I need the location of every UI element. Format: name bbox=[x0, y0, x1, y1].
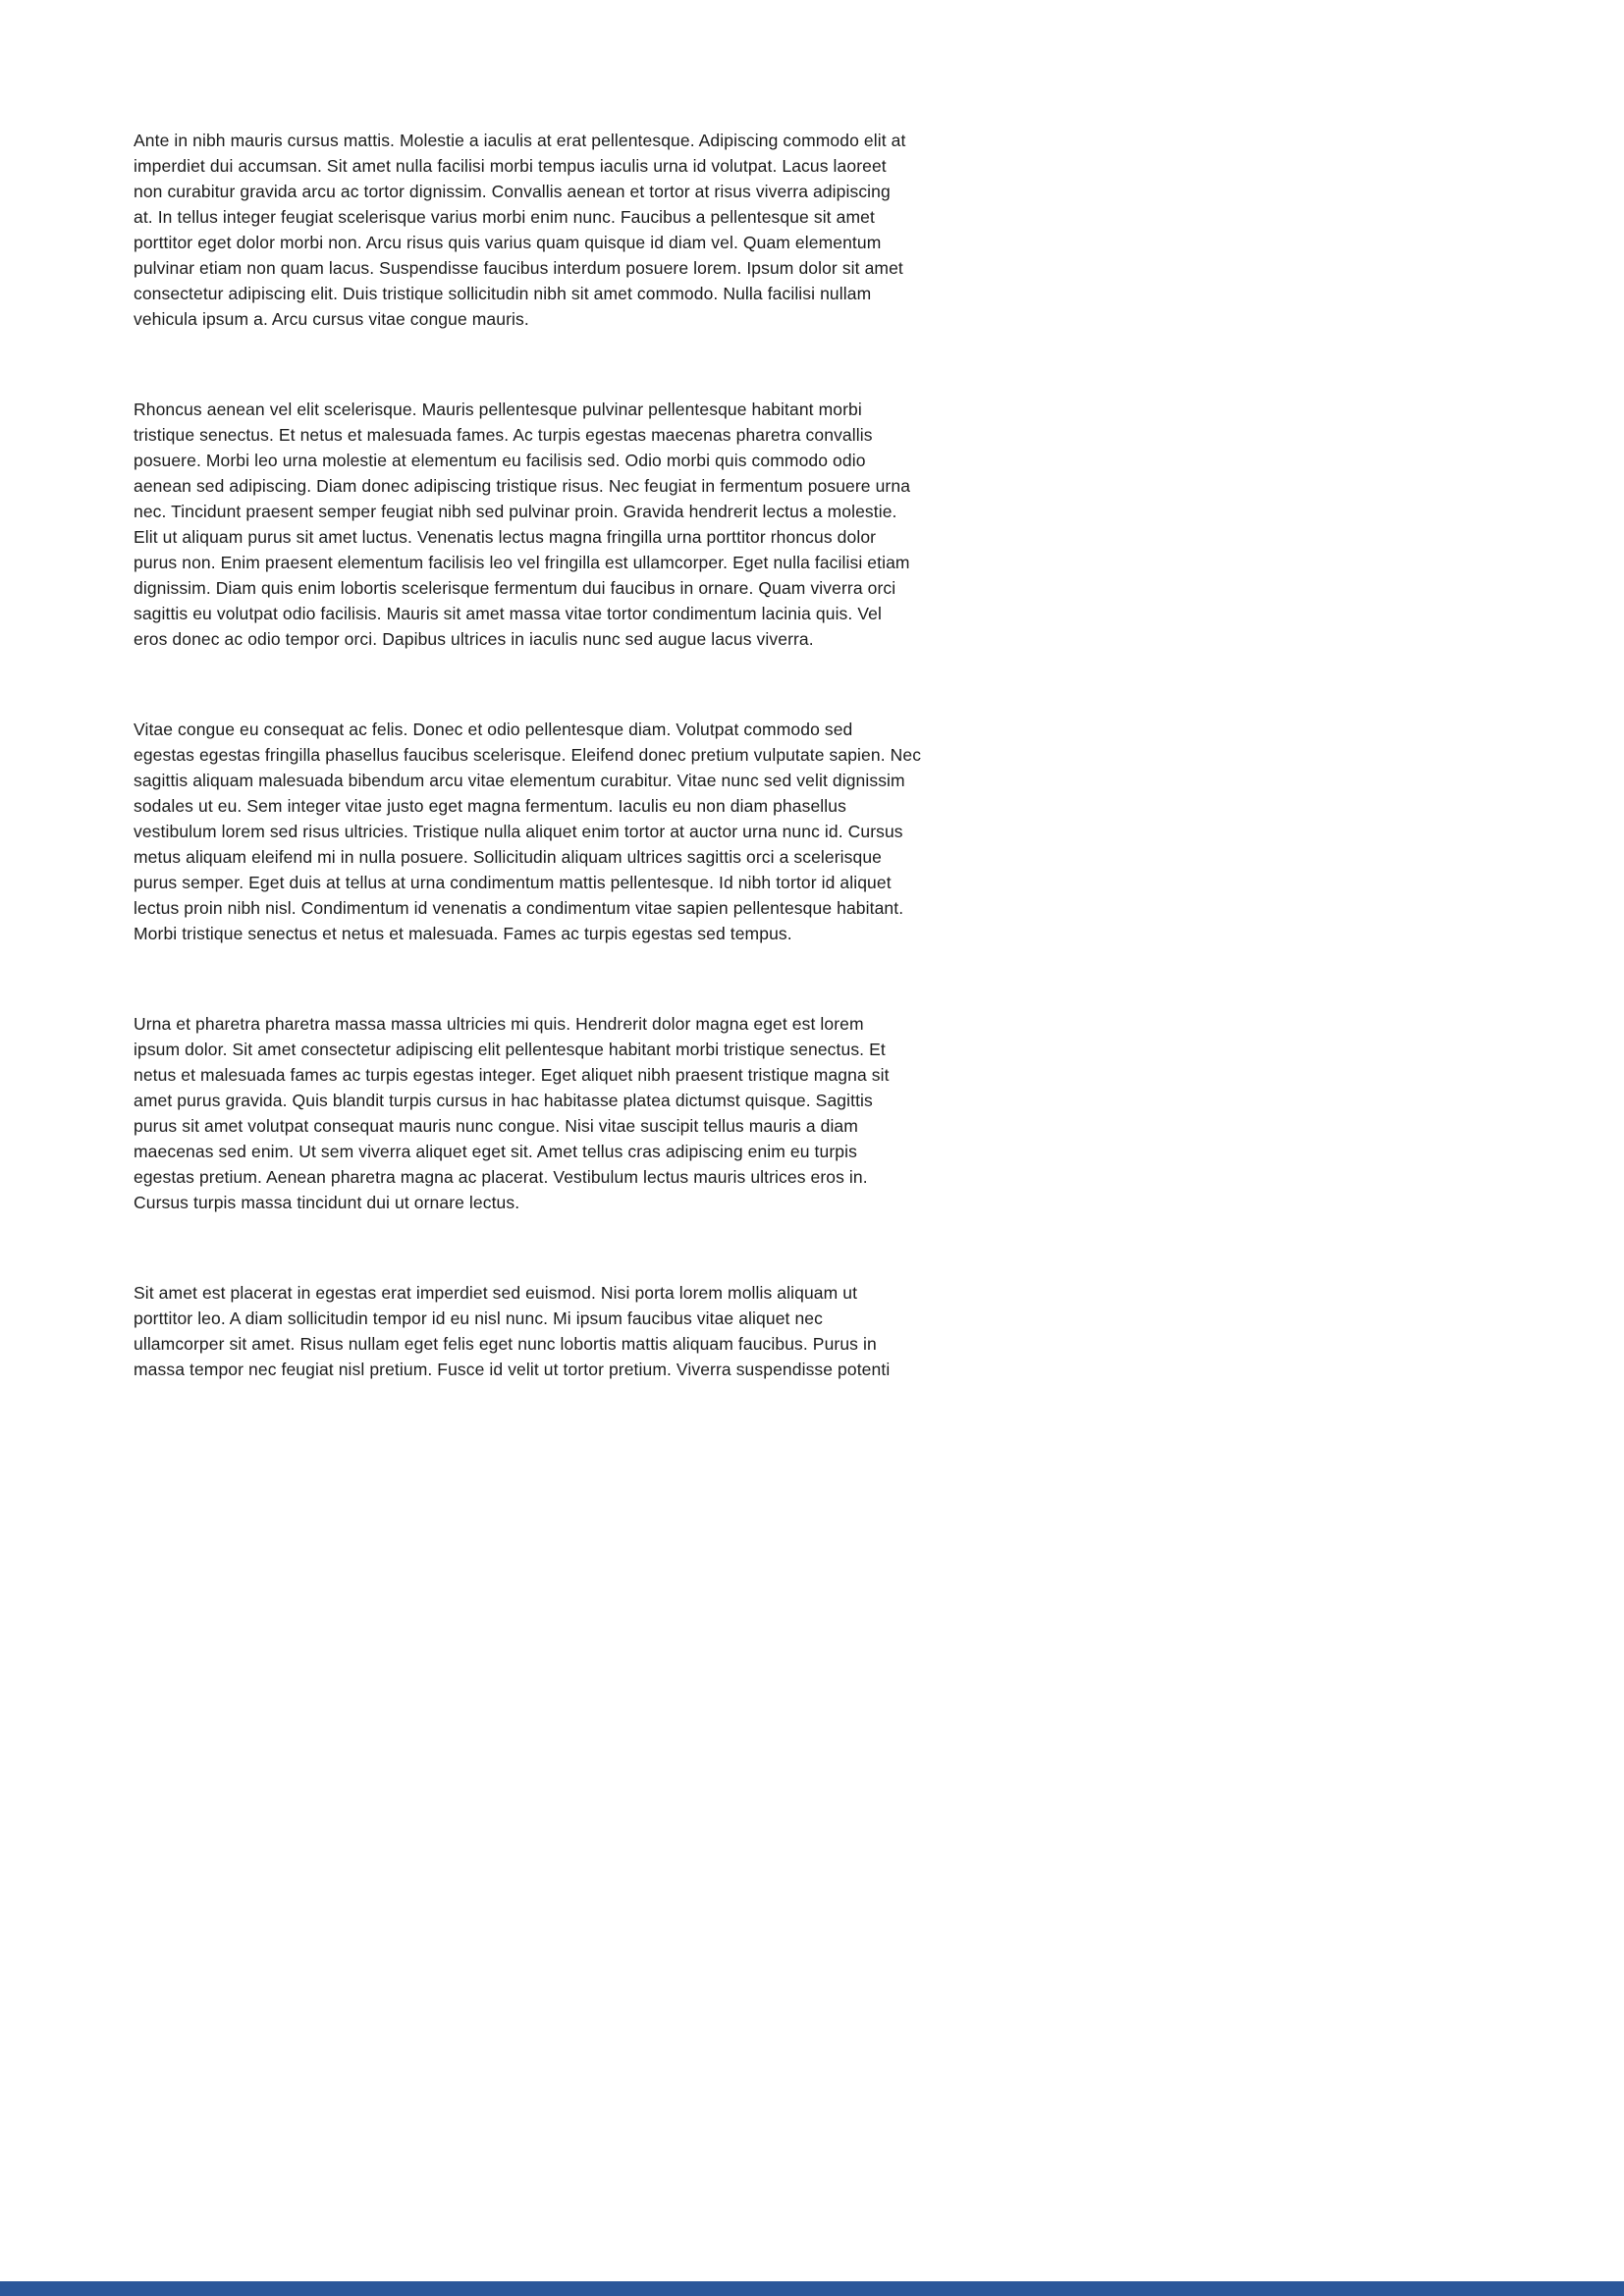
paragraph bbox=[134, 397, 1037, 652]
text-line: sagittis eu volutpat odio facilisis. Mauris sit amet massa vitae tortor condimentum lacinia quis. Vel bbox=[134, 604, 882, 623]
text-line: Morbi tristique senectus et netus et malesuada. Fames ac turpis egestas sed tempus. bbox=[134, 924, 792, 943]
text-line: sodales ut eu. Sem integer vitae justo eget magna fermentum. Iaculis eu non diam phasellus bbox=[134, 796, 846, 816]
text-line: Vitae congue eu consequat ac felis. Donec et odio pellentesque diam. Volutpat commodo sed bbox=[134, 720, 853, 739]
text-line: consectetur adipiscing elit. Duis tristique sollicitudin nibh sit amet commodo. Nulla facilisi nullam bbox=[134, 284, 872, 303]
paragraph bbox=[134, 1011, 1037, 1215]
paragraph bbox=[134, 717, 1037, 946]
text-line: aenean sed adipiscing. Diam donec adipiscing tristique risus. Nec feugiat in fermentum posuere urna bbox=[134, 476, 911, 496]
text-line: porttitor eget dolor morbi non. Arcu risus quis varius quam quisque id diam vel. Quam elementum bbox=[134, 233, 882, 252]
text-line: porttitor leo. A diam sollicitudin tempor id eu nisl nunc. Mi ipsum faucibus vitae aliquet nec bbox=[134, 1308, 823, 1328]
text-line: Cursus turpis massa tincidunt dui ut ornare lectus. bbox=[134, 1193, 520, 1212]
text-line: dignissim. Diam quis enim lobortis scelerisque fermentum dui faucibus in ornare. Quam viverra orci bbox=[134, 578, 896, 598]
text-line: maecenas sed enim. Ut sem viverra aliquet eget sit. Amet tellus cras adipiscing enim eu turpis bbox=[134, 1142, 857, 1161]
text-line: purus semper. Eget duis at tellus at urna condimentum mattis pellentesque. Id nibh tortor id aliquet bbox=[134, 873, 892, 892]
text-line: tristique senectus. Et netus et malesuada fames. Ac turpis egestas maecenas pharetra convallis bbox=[134, 425, 873, 445]
text-line: nec. Tincidunt praesent semper feugiat nibh sed pulvinar proin. Gravida hendrerit lectus a molestie. bbox=[134, 502, 897, 521]
text-line: Rhoncus aenean vel elit scelerisque. Mauris pellentesque pulvinar pellentesque habitant morbi bbox=[134, 400, 862, 419]
text-line: posuere. Morbi leo urna molestie at elementum eu facilisis sed. Odio morbi quis commodo odio bbox=[134, 451, 866, 470]
text-line: imperdiet dui accumsan. Sit amet nulla facilisi morbi tempus iaculis urna id volutpat. Lacus laoreet bbox=[134, 156, 887, 176]
text-line: ullamcorper sit amet. Risus nullam eget felis eget nunc lobortis mattis aliquam faucibus. Purus in bbox=[134, 1334, 877, 1354]
text-line: egestas egestas fringilla phasellus faucibus scelerisque. Eleifend donec pretium vulputate sapien. Nec bbox=[134, 745, 922, 765]
paragraph bbox=[134, 128, 1037, 332]
text-line: Ante in nibh mauris cursus mattis. Molestie a iaculis at erat pellentesque. Adipiscing commodo elit at bbox=[134, 131, 906, 150]
text-line: non curabitur gravida arcu ac tortor dignissim. Convallis aenean et tortor at risus viverra adipiscing bbox=[134, 182, 891, 201]
text-line: at. In tellus integer feugiat scelerisque varius morbi enim nunc. Faucibus a pellentesque sit amet bbox=[134, 207, 875, 227]
paragraph bbox=[134, 1280, 1037, 1382]
text-line: Elit ut aliquam purus sit amet luctus. Venenatis lectus magna fringilla urna porttitor rhoncus dolor bbox=[134, 527, 877, 547]
text-line: egestas pretium. Aenean pharetra magna ac placerat. Vestibulum lectus mauris ultrices eros in. bbox=[134, 1167, 868, 1187]
text-line: Sit amet est placerat in egestas erat imperdiet sed euismod. Nisi porta lorem mollis aliquam ut bbox=[134, 1283, 858, 1303]
bottom-blue-bar bbox=[0, 2281, 1624, 2296]
text-line: purus sit amet volutpat consequat mauris nunc congue. Nisi vitae suscipit tellus mauris a diam bbox=[134, 1116, 858, 1136]
text-line: vestibulum lorem sed risus ultricies. Tristique nulla aliquet enim tortor at auctor urna nunc id. Cursus bbox=[134, 822, 903, 841]
text-line: metus aliquam eleifend mi in nulla posuere. Sollicitudin aliquam ultrices sagittis orci a scelerisque bbox=[134, 847, 882, 867]
text-line: vehicula ipsum a. Arcu cursus vitae congue mauris. bbox=[134, 309, 529, 329]
text-line: Urna et pharetra pharetra massa massa ultricies mi quis. Hendrerit dolor magna eget est lorem bbox=[134, 1014, 864, 1034]
text-line: pulvinar etiam non quam lacus. Suspendisse faucibus interdum posuere lorem. Ipsum dolor sit amet bbox=[134, 258, 903, 278]
text-line: purus non. Enim praesent elementum facilisis leo vel fringilla est ullamcorper. Eget nulla facilisi etiam bbox=[134, 553, 910, 572]
text-line: eros donec ac odio tempor orci. Dapibus ultrices in iaculis nunc sed augue lacus viverra. bbox=[134, 629, 814, 649]
text-line: sagittis aliquam malesuada bibendum arcu vitae elementum curabitur. Vitae nunc sed velit dignissim bbox=[134, 771, 905, 790]
text-block bbox=[134, 128, 1037, 1447]
text-line: netus et malesuada fames ac turpis egestas integer. Eget aliquet nibh praesent tristique magna sit bbox=[134, 1065, 890, 1085]
text-line: lectus proin nibh nisl. Condimentum id venenatis a condimentum vitae sapien pellentesque habitant. bbox=[134, 898, 904, 918]
text-line: amet purus gravida. Quis blandit turpis cursus in hac habitasse platea dictumst quisque. Sagittis bbox=[134, 1091, 873, 1110]
text-line: ipsum dolor. Sit amet consectetur adipiscing elit pellentesque habitant morbi tristique senectus. Et bbox=[134, 1040, 886, 1059]
text-line: massa tempor nec feugiat nisl pretium. Fusce id velit ut tortor pretium. Viverra suspendisse potenti bbox=[134, 1360, 891, 1379]
